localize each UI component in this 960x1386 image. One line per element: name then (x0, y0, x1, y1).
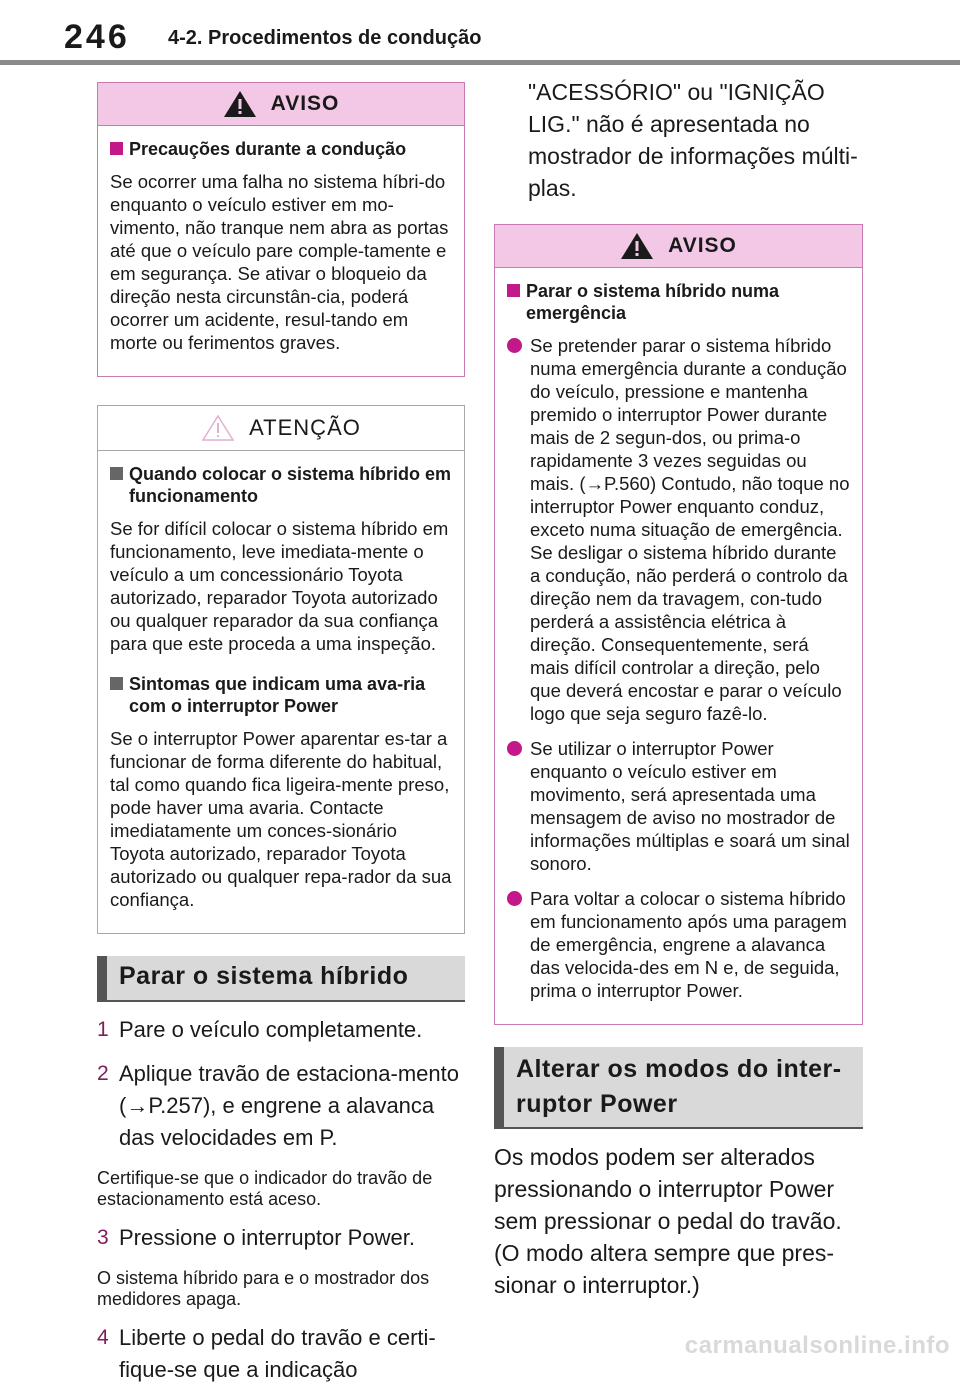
heading-bar (97, 956, 107, 1000)
step-1: 1 Pare o veículo completamente. (97, 1017, 423, 1042)
watermark: carmanualsonline.info (684, 1332, 950, 1359)
square-bullet-icon (110, 142, 123, 155)
step-3-note: O sistema híbrido para e o mostrador dos medidores apaga. (97, 1268, 430, 1309)
section-heading-power-modes: Alterar os modos do inter-ruptor Power (494, 1047, 863, 1129)
caution-text-2: Se o interruptor Power aparentar es-tar a funcionar de forma diferente do habitual, tal como quando fica ligeira-mente preso, pode haver uma avaria. Contacte imediatamente um conces-sionário Toyota autorizado, reparador Toyota autorizado ou qualquer repa-rador da sua confiança. (110, 728, 452, 910)
warning-triangle-icon (620, 232, 654, 260)
continued-text: "ACESSÓRIO" ou "IGNIÇÃO LIG." não é apresentada no mostrador de informações múlti-plas. (528, 79, 858, 201)
warning-box-2 (494, 224, 863, 1025)
left-column (97, 82, 465, 1386)
round-bullet-icon (507, 891, 522, 906)
section-title: 4-2. Procedimentos de condução (168, 27, 482, 49)
warning-header (98, 83, 464, 126)
warning-box (97, 82, 465, 377)
warning-title: AVISO (270, 92, 340, 115)
caution-title: ATENÇÃO (249, 415, 361, 440)
warning-triangle-icon (223, 90, 257, 118)
page-number: 246 (64, 18, 130, 56)
caution-subtitle-2: Sintomas que indicam uma ava-ria com o interruptor Power (110, 673, 452, 717)
section-heading-stop-hybrid: Parar o sistema híbrido (97, 956, 465, 1002)
step-4: 4 Liberte o pedal do travão e certi-fique-se que a indicação (97, 1325, 436, 1382)
caution-subtitle-1: Quando colocar o sistema híbrido em funcionamento (110, 463, 452, 507)
caution-box (97, 405, 465, 934)
square-bullet-icon (110, 677, 123, 690)
step-2: 2 Aplique travão de estaciona-mento (→P.257), e engrene a alavanca das velocidades em P. (97, 1061, 459, 1150)
square-bullet-icon (110, 467, 123, 480)
power-modes-paragraph: Os modos podem ser alterados pressionando o interruptor Power sem pressionar o pedal do travão. (O modo altera sempre que pres-sionar o interruptor.) (494, 1144, 842, 1298)
warning-title-2: AVISO (668, 234, 737, 257)
round-bullet-icon (507, 741, 522, 756)
warning-subtitle: Precauções durante a condução (110, 138, 452, 160)
right-column (494, 76, 863, 1301)
round-bullet-icon (507, 338, 522, 353)
warning-bullet-1: Se pretender parar o sistema híbrido numa emergência durante a condução do veículo, pressione e mantenha premido o interruptor Power durante mais de 2 segun-dos, ou prima-o rapidamente 3 vezes seguidas ou mais. (→P.560) Contudo, não toque no interruptor Power enquanto conduz, exceto numa situação de emergência. Se desligar o sistema híbrido durante a condução, não perderá o controlo da direção nem da travagem, con-tudo perderá a assistência elétrica à direção. Consequentemente, será mais difícil controlar a direção, pelo que deverá encostar e parar o veículo logo que seja seguro fazê-lo. (507, 334, 850, 725)
header-rule (0, 60, 960, 65)
caution-triangle-icon (201, 414, 235, 442)
heading-bar (494, 1047, 504, 1127)
warning-text: Se ocorrer uma falha no sistema híbri-do enquanto o veículo estiver em mo-vimento, não tranque nem abra as portas até que o veículo pare comple-tamente e em segurança. Se ativar o bloqueio da direção nesta circunstân-cia, poderá ocorrer um acidente, resul-tando em morte ou ferimentos graves. (110, 171, 449, 353)
page-footer (0, 1330, 960, 1362)
warning-bullet-2: Se utilizar o interruptor Power enquanto o veículo estiver em movimento, será apresentada uma mensagem de aviso no mostrador de informações múltiplas e soará um sinal sonoro. (507, 737, 850, 875)
caution-header (98, 406, 464, 451)
warning-header-2 (495, 225, 862, 268)
page-header (0, 0, 960, 64)
caution-text-1: Se for difícil colocar o sistema híbrido em funcionamento, leve imediata-mente o veículo a um concessionário Toyota autorizado, reparador Toyota autorizado ou qualquer reparador da sua confiança para que este proceda a uma inspeção. (110, 518, 449, 654)
step-3: 3 Pressione o interruptor Power. (97, 1225, 415, 1250)
step-2-note: Certifique-se que o indicador do travão de estacionamento está aceso. (97, 1168, 433, 1209)
warning-subtitle-2: Parar o sistema híbrido numa emergência (507, 280, 850, 324)
square-bullet-icon (507, 284, 520, 297)
warning-bullet-3: Para voltar a colocar o sistema híbrido em funcionamento após uma paragem de emergência, engrene a alavanca das velocida-des em N e, de seguida, prima o interruptor Power. (507, 887, 850, 1002)
